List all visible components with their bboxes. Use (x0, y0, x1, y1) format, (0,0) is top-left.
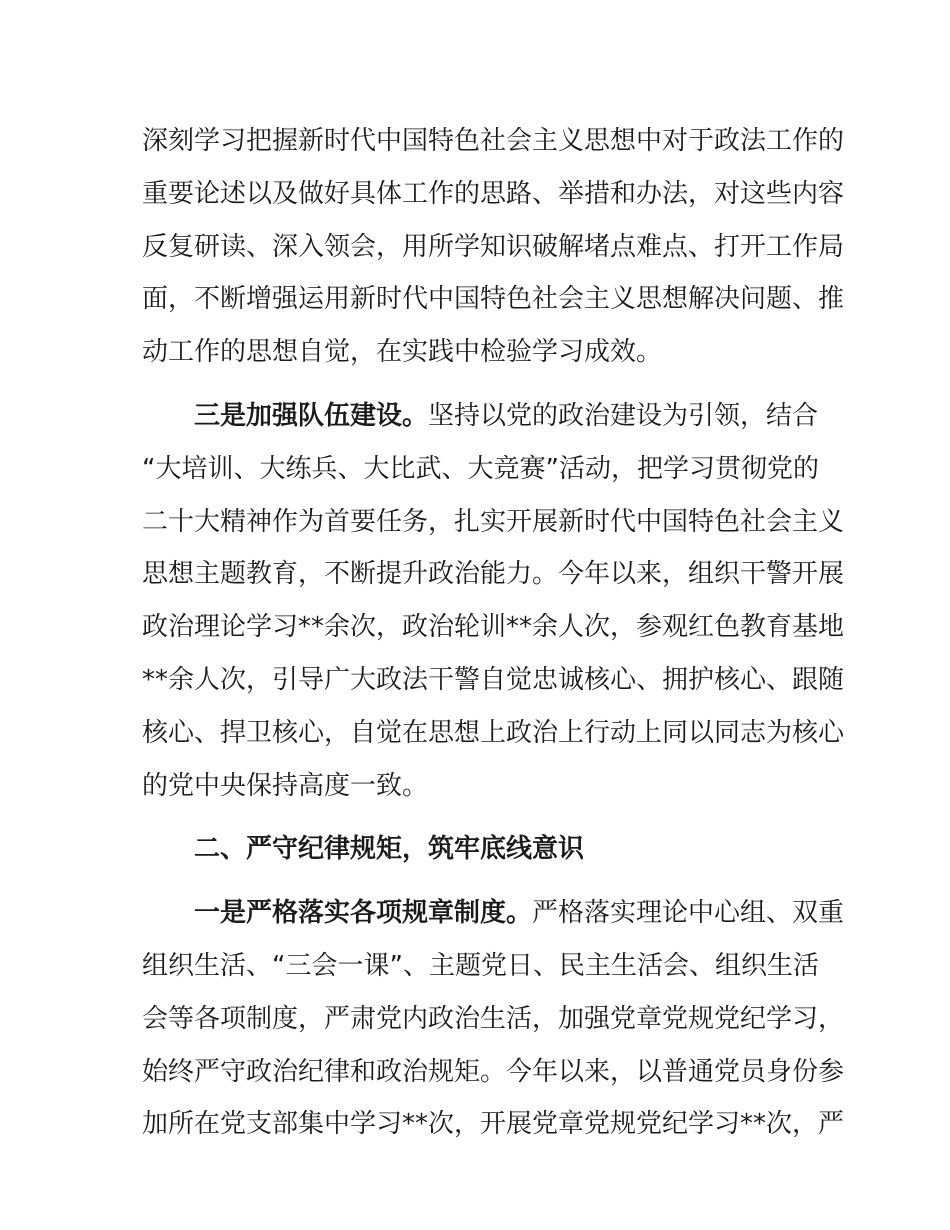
paragraph-line: 始终严守政治纪律和政治规矩。今年以来，以普通党员身份参 (142, 1056, 845, 1087)
paragraph-first-line (142, 390, 819, 443)
paragraph-line: 的党中央保持高度一致。 (142, 770, 429, 801)
paragraph-line: 反复研读、深入领会，用所学知识破解堵点难点、打开工作局 (142, 231, 845, 262)
paragraph-line: “大培训、大练兵、大比武、大竞赛”活动，把学习贯彻党的 (142, 453, 819, 484)
paragraph-line: **余人次，引导广大政法干警自觉忠诚核心、拥护核心、跟随 (142, 664, 845, 695)
section-heading: 二、严守纪律规矩，筑牢底线意识 (194, 834, 585, 865)
document-page (142, 115, 845, 1151)
paragraph-line: 面，不断增强运用新时代中国特色社会主义思想解决问题、推 (142, 284, 845, 315)
paragraph-line: 重要论述以及做好具体工作的思路、举措和办法，对这些内容 (142, 178, 845, 209)
paragraph-line: 会等各项制度，严肃党内政治生活，加强党章党规党纪学习， (142, 1003, 845, 1034)
paragraph-line: 二十大精神作为首要任务，扎实开展新时代中国特色社会主义 (142, 506, 845, 537)
paragraph-first-rest: 严格落实理论中心组、双重 (532, 898, 845, 929)
paragraph-lead: 三是加强队伍建设。 (194, 400, 429, 431)
paragraph-line: 组织生活、“三会一课”、主题党日、民主生活会、组织生活 (142, 950, 819, 981)
paragraph-line: 核心、捍卫核心，自觉在思想上政治上行动上同以同志为核心 (142, 717, 845, 748)
paragraph-3 (142, 887, 845, 1151)
paragraph-lead: 一是严格落实各项规章制度。 (194, 898, 533, 929)
paragraph-line: 思想主题教育，不断提升政治能力。今年以来，组织干警开展 (142, 559, 845, 590)
paragraph-line: 深刻学习把握新时代中国特色社会主义思想中对于政法工作的 (142, 126, 845, 156)
paragraph-2 (142, 390, 845, 812)
paragraph-1 (142, 115, 845, 379)
paragraph-line: 政治理论学习**余次，政治轮训**余人次，参观红色教育基地 (142, 612, 845, 643)
paragraph-first-line (142, 887, 845, 940)
paragraph-first-rest: 坚持以党的政治建设为引领，结合 (428, 400, 819, 431)
paragraph-line: 加所在党支部集中学习**次，开展党章党规党纪学习**次，严 (142, 1109, 845, 1140)
paragraph-line: 动工作的思想自觉，在实践中检验学习成效。 (142, 337, 663, 368)
